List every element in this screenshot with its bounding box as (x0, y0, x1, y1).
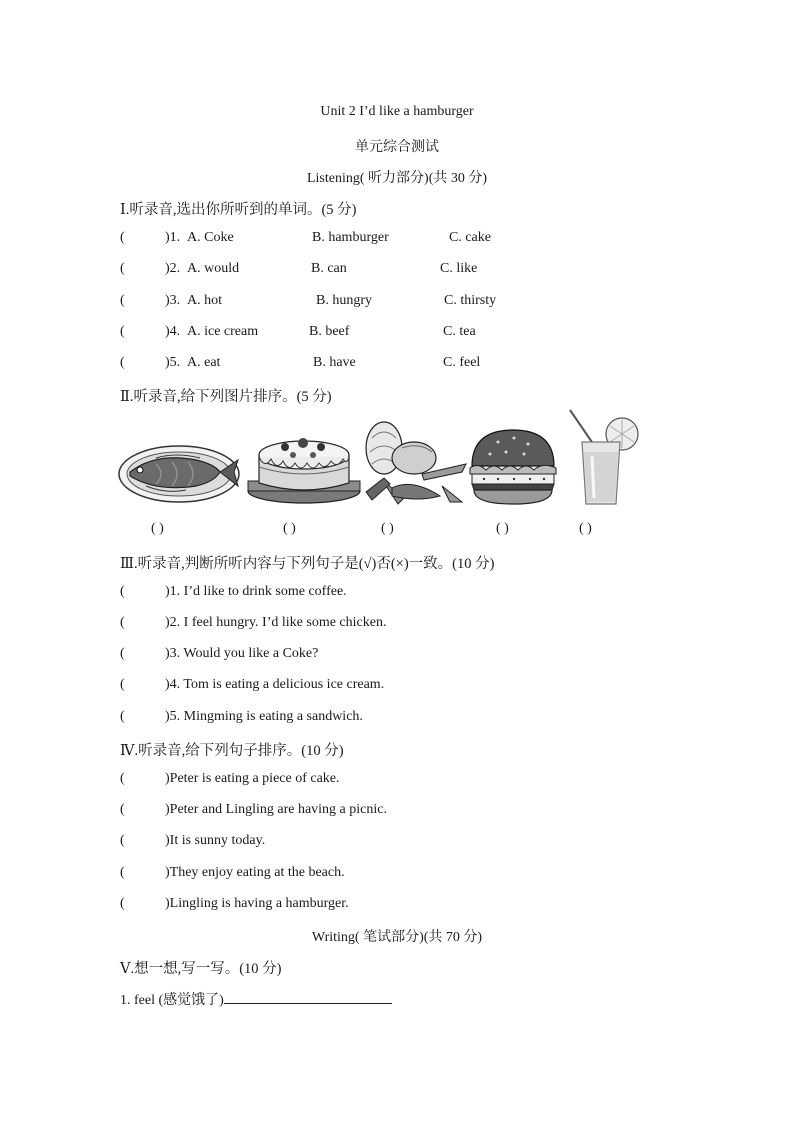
section-1-heading: Ⅰ.听录音,选出你所听到的单词。(5 分) (120, 202, 357, 218)
answer-paren[interactable]: ( (120, 677, 125, 692)
writing-heading: Writing( 笔试部分)(共 70 分) (311, 930, 483, 945)
answer-paren[interactable]: ( (120, 771, 125, 786)
answer-paren[interactable]: ( (120, 261, 125, 276)
answer-blank[interactable] (224, 989, 392, 1004)
page-subtitle: 单元综合测试 (355, 139, 439, 155)
answer-paren[interactable]: ( (120, 355, 125, 370)
section-2-heading: Ⅱ.听录音,给下列图片排序。(5 分) (120, 389, 332, 405)
answer-paren[interactable]: ( (120, 230, 125, 245)
picture-answer-paren[interactable]: ( ) (381, 521, 394, 536)
part5-row: 1. feel (感觉饿了) (120, 989, 392, 1009)
section-4-heading: Ⅳ.听录音,给下列句子排序。(10 分) (120, 743, 344, 759)
answer-paren[interactable]: ( (120, 646, 125, 661)
section-5-heading: Ⅴ.想一想,写一写。(10 分) (120, 961, 282, 977)
answer-paren[interactable]: ( (120, 802, 125, 817)
answer-paren[interactable]: ( (120, 709, 125, 724)
picture-answer-paren[interactable]: ( ) (151, 521, 164, 536)
answer-paren[interactable]: ( (120, 324, 125, 339)
answer-paren[interactable]: ( (120, 896, 125, 911)
page-title: Unit 2 I’d like a hamburger (320, 104, 474, 119)
picture-answer-paren[interactable]: ( ) (579, 521, 592, 536)
fish-dish-icon (116, 438, 242, 506)
picture-answer-paren[interactable]: ( ) (283, 521, 296, 536)
picture-answer-paren[interactable]: ( ) (496, 521, 509, 536)
listening-heading: Listening( 听力部分)(共 30 分) (306, 171, 488, 186)
answer-paren[interactable]: ( (120, 615, 125, 630)
answer-paren[interactable]: ( (120, 865, 125, 880)
juice-icon (566, 408, 642, 508)
cake-icon (245, 425, 363, 505)
vegetables-icon (362, 418, 472, 506)
answer-paren[interactable]: ( (120, 833, 125, 848)
answer-paren[interactable]: ( (120, 293, 125, 308)
section-3-heading: Ⅲ.听录音,判断所听内容与下列句子是(√)否(×)一致。(10 分) (120, 556, 495, 572)
hamburger-icon (468, 428, 558, 506)
answer-paren[interactable]: ( (120, 584, 125, 599)
